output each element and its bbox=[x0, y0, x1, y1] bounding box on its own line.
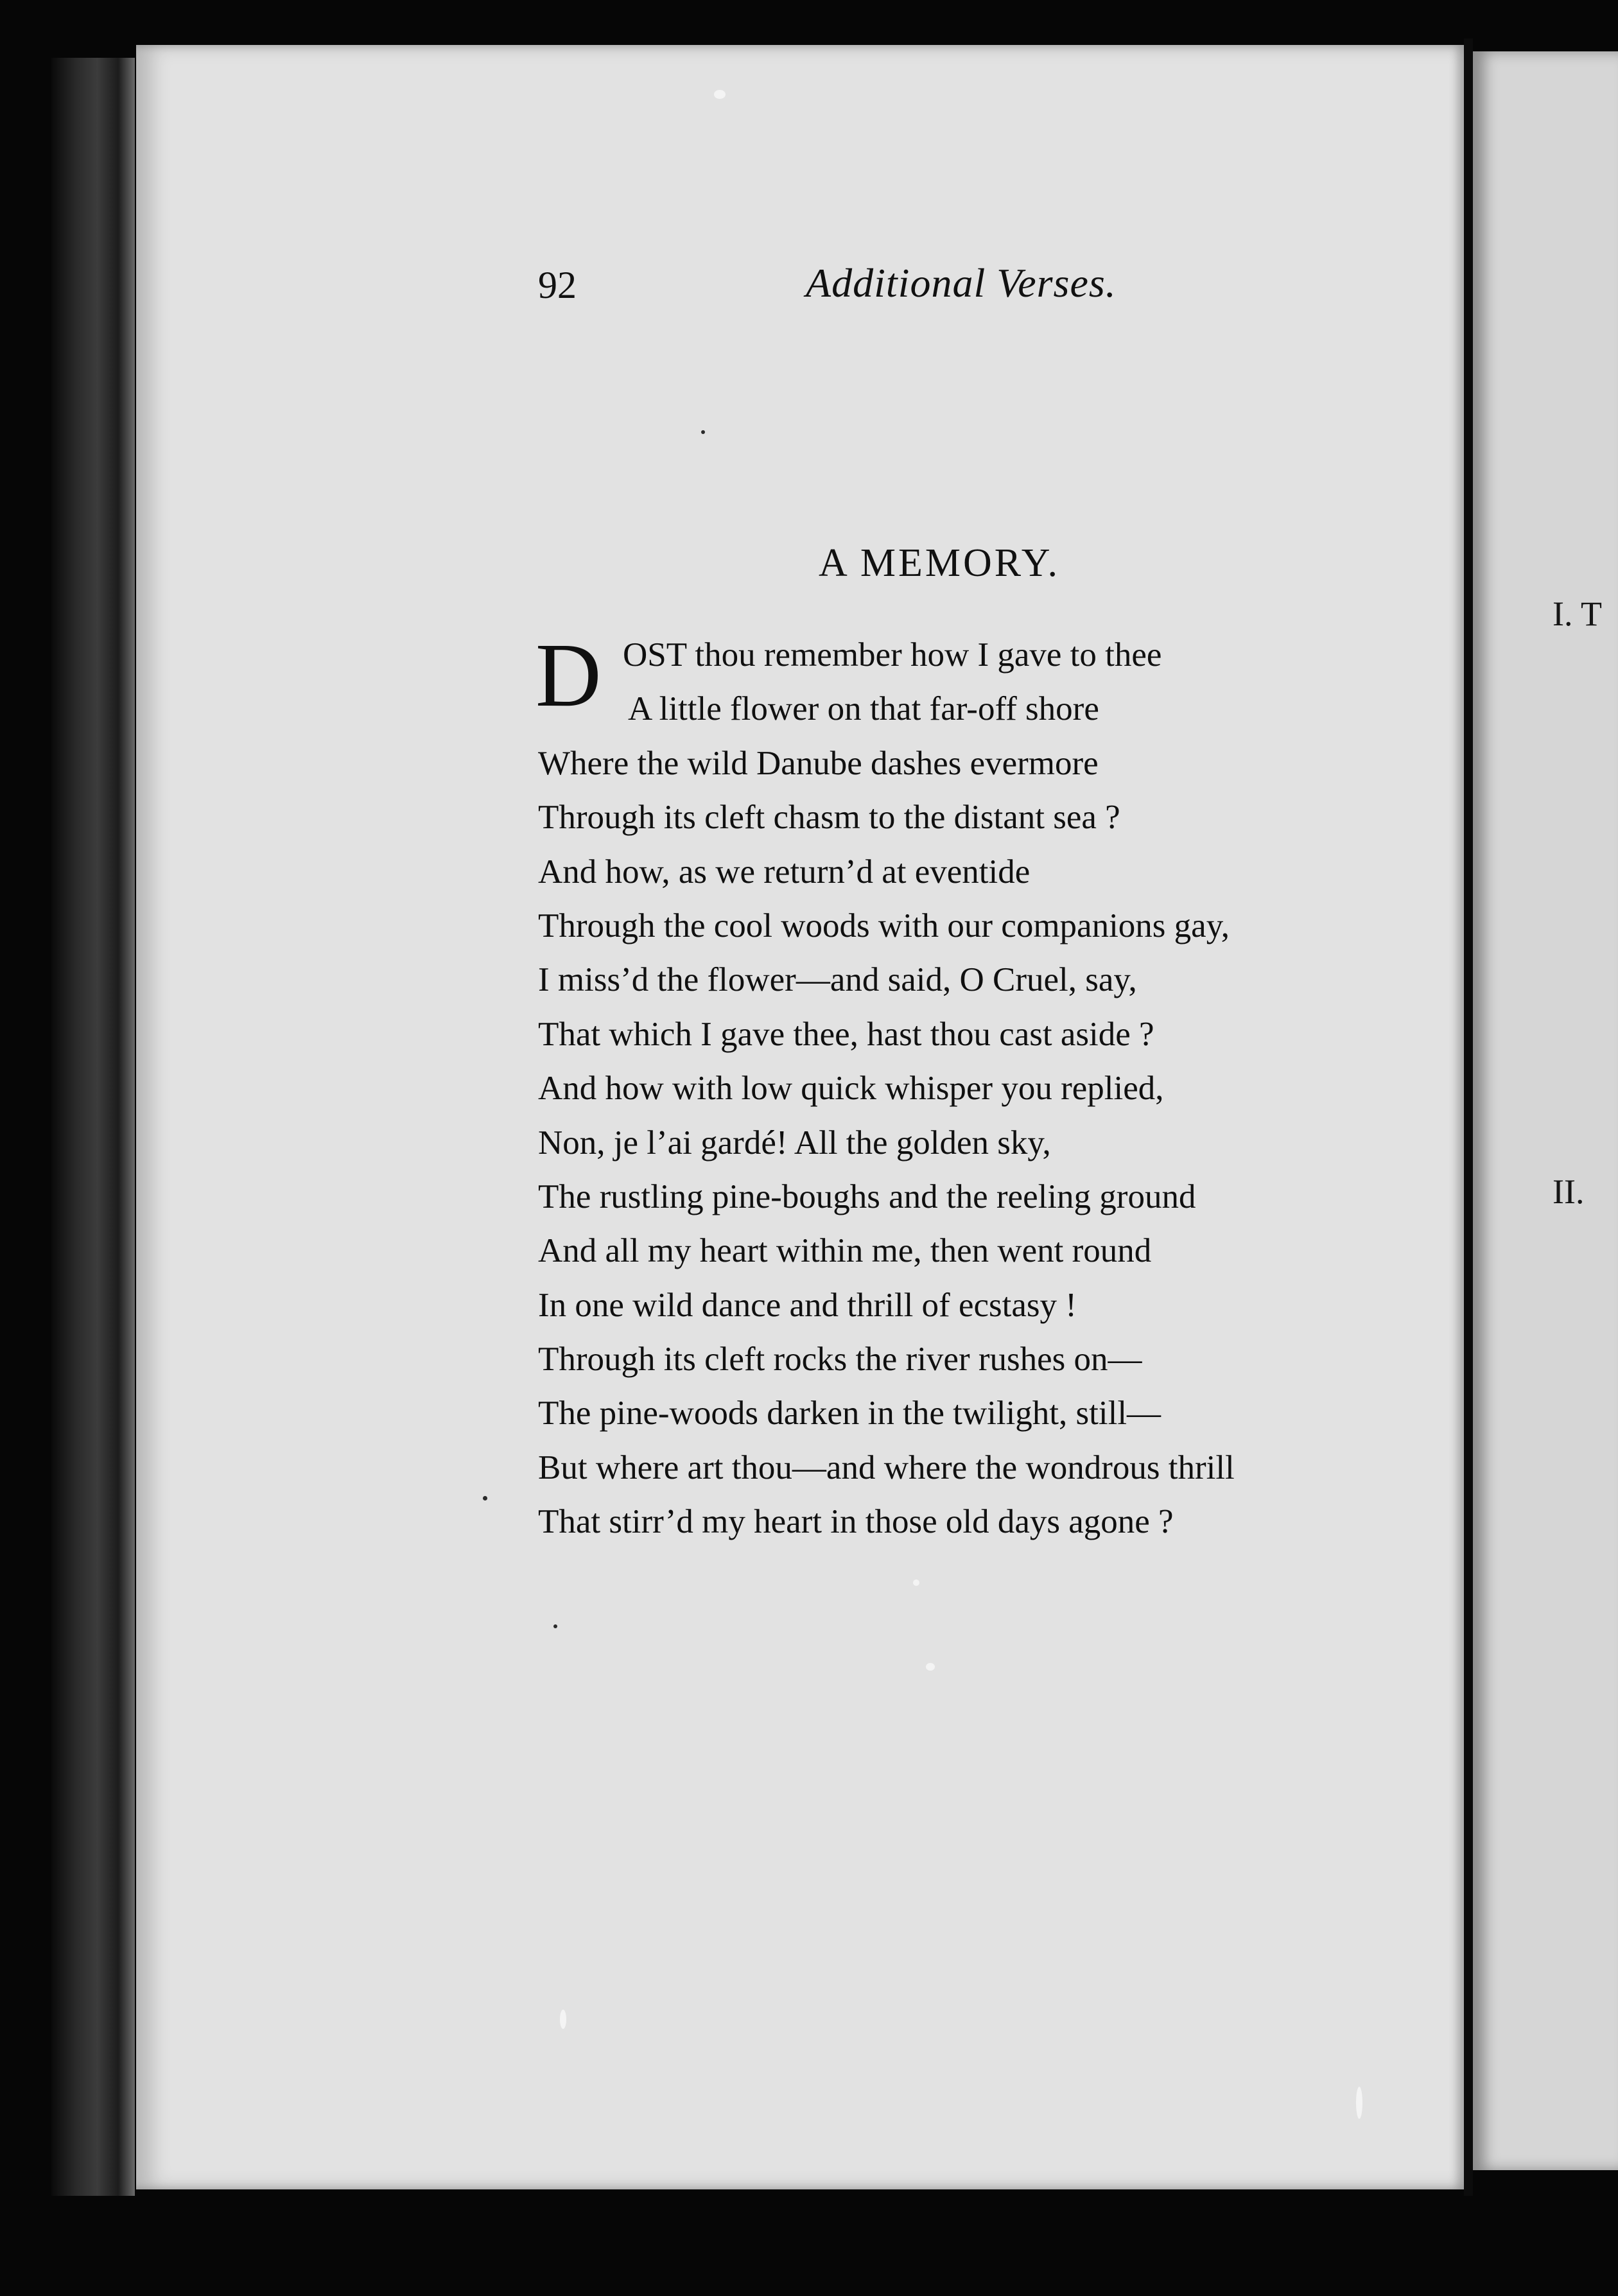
poem-line-4: Through its cleft chasm to the distant sea ? bbox=[538, 799, 1120, 837]
poem-line-12: And all my heart within me, then went round bbox=[538, 1232, 1152, 1270]
running-title: Additional Verses. bbox=[806, 260, 1117, 306]
poem-body bbox=[535, 624, 1373, 1549]
poem-line-5: And how, as we return’d at eventide bbox=[538, 853, 1031, 891]
poem-line-13: In one wild dance and thrill of ecstasy ! bbox=[538, 1286, 1077, 1324]
poem-line-10: Non, je l’ai gardé! All the golden sky, bbox=[538, 1124, 1051, 1161]
poem-line-9: And how with low quick whisper you replied, bbox=[538, 1070, 1164, 1108]
poem-line-6: Through the cool woods with our companions gay, bbox=[538, 907, 1230, 944]
poem-line-11: The rustling pine-boughs and the reeling ground bbox=[538, 1178, 1196, 1215]
poem-line-16: But where art thou—and where the wondrous thrill bbox=[538, 1448, 1235, 1486]
drop-cap: D bbox=[535, 624, 602, 726]
poem-line-3: Where the wild Danube dashes evermore bbox=[538, 744, 1099, 782]
page-number: 92 bbox=[538, 264, 577, 306]
poem-line-7: I miss’d the flower—and said, O Cruel, say, bbox=[538, 961, 1137, 999]
poem-title: A MEMORY. bbox=[819, 541, 1060, 585]
page-fold-shadow bbox=[1464, 39, 1473, 2196]
poem-line-2: A little flower on that far-off shore bbox=[628, 690, 1099, 728]
book-spine bbox=[51, 58, 135, 2196]
poem-line-1 bbox=[538, 628, 1373, 682]
facing-page-fragment-1: I. T bbox=[1553, 595, 1602, 633]
poem-line-8: That which I gave thee, hast thou cast aside ? bbox=[538, 1015, 1154, 1053]
poem-line-15: The pine-woods darken in the twilight, still— bbox=[538, 1395, 1161, 1432]
poem-line-14: Through its cleft rocks the river rushes on— bbox=[538, 1341, 1142, 1378]
facing-page-fragment-2: II. bbox=[1553, 1172, 1585, 1211]
poem-line-1-text: OST thou remember how I gave to thee bbox=[623, 636, 1162, 674]
poem-line-17: That stirr’d my heart in those old days agone ? bbox=[538, 1503, 1174, 1541]
facing-page bbox=[1473, 51, 1618, 2170]
